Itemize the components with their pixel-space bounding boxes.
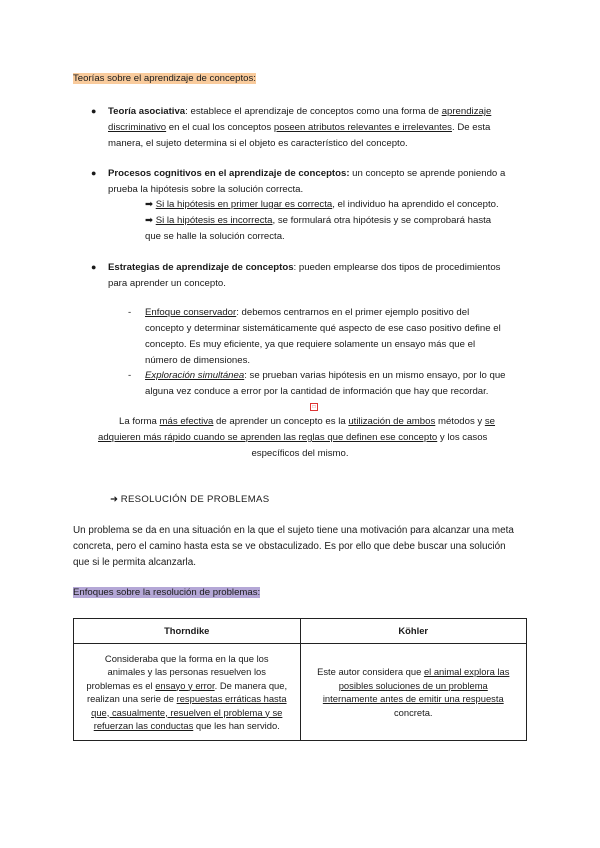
paragraph-line1: Un problema se da en una situación en la que el sujeto tiene una motivación para alcanzar una meta xyxy=(73,525,514,536)
enfoque-conservador-line2: concepto y determinar sistemáticamente qué aspecto de ese caso positivo define el xyxy=(145,323,501,334)
bullet2-line1: Procesos cognitivos en el aprendizaje de conceptos: un concepto se aprende poniendo a xyxy=(108,168,506,179)
summary-line2: adquieren más rápido cuando se aprenden las reglas que definen ese concepto y los casos xyxy=(98,432,488,443)
table-cell-thorndike: Consideraba que la forma en la que los animales y las personas resuelven los problemas es el ensayo y error. De manera que, realizan una serie de respuestas erráticas hasta que, casualmente, resuelven el problema y se refuerzan las conductas que les han servido. xyxy=(74,644,301,741)
bullet3-line1: Estrategias de aprendizaje de conceptos: pueden emplearse dos tipos de procedimientos xyxy=(108,262,501,273)
arrow-icon: ➡ xyxy=(145,215,154,226)
enfoque-conservador-line3: concepto. Es muy eficiente, ya que requiere solamente un ensayo más que el xyxy=(145,339,476,350)
bullet2-sub2-line2: que se halle la solución correcta. xyxy=(145,231,285,242)
summary-line3: específicos del mismo. xyxy=(251,448,349,459)
bullet1-line1: Teoría asociativa: establece el aprendizaje de conceptos como una forma de aprendizaje xyxy=(108,106,492,117)
paragraph-line2: concreta, pero el camino hasta esta se ve obstaculizado. Es por ello que debe buscar una solución xyxy=(73,541,506,552)
section-heading-resolucion: ➜ RESOLUCIÓN DE PROBLEMAS xyxy=(110,494,270,505)
bullet3-line2: para aprender un concepto. xyxy=(108,278,226,289)
bullet-dot: ● xyxy=(91,106,97,116)
bullet2-sub2: ➡ Si la hipótesis es incorrecta, se formulará otra hipótesis y se comprobará hasta xyxy=(145,215,492,226)
enfoque-conservador-line4: número de dimensiones. xyxy=(145,355,251,366)
comparison-table xyxy=(73,618,527,741)
bullet-dot: ● xyxy=(91,168,97,178)
table-header-kohler: Köhler xyxy=(300,619,527,644)
arrow-icon: ➜ xyxy=(110,494,119,505)
dash-marker: - xyxy=(128,307,132,318)
enfoque-conservador-line1: Enfoque conservador: debemos centrarnos en el primer ejemplo positivo del xyxy=(145,307,470,318)
summary-line1: La forma más efectiva de aprender un concepto es la utilización de ambos métodos y se xyxy=(119,416,496,427)
bullet2-line2: prueba la hipótesis sobre la solución correcta. xyxy=(108,184,304,195)
exploracion-simultanea-line2: alguna vez conduce a error por la cantidad de información que hay que recordar. xyxy=(145,386,489,397)
table-cell-kohler: Este autor considera que el animal explora las posibles soluciones de un problema internamente antes de emitir una respuesta concreta. xyxy=(300,644,527,741)
bullet-dot: ● xyxy=(91,262,97,272)
comment-marker-icon: □ xyxy=(310,403,318,411)
bullet1-line2: discriminativo en el cual los conceptos poseen atributos relevantes e irrelevantes. De esta xyxy=(108,122,491,133)
section-title-teorias: Teorías sobre el aprendizaje de conceptos: xyxy=(73,73,256,84)
table-header-thorndike: Thorndike xyxy=(74,619,301,644)
section-title-enfoques: Enfoques sobre la resolución de problemas: xyxy=(73,587,261,598)
arrow-icon: ➡ xyxy=(145,199,154,210)
dash-marker: - xyxy=(128,370,132,381)
paragraph-line3: que si le permita alcanzarla. xyxy=(73,557,196,568)
bullet2-sub1: ➡ Si la hipótesis en primer lugar es correcta, el individuo ha aprendido el concepto. xyxy=(145,199,499,210)
bullet1-line3: manera, el sujeto determina si el objeto es característico del concepto. xyxy=(108,138,408,149)
exploracion-simultanea-line1: Exploración simultánea: se prueban varias hipótesis en un mismo ensayo, por lo que xyxy=(145,370,506,381)
